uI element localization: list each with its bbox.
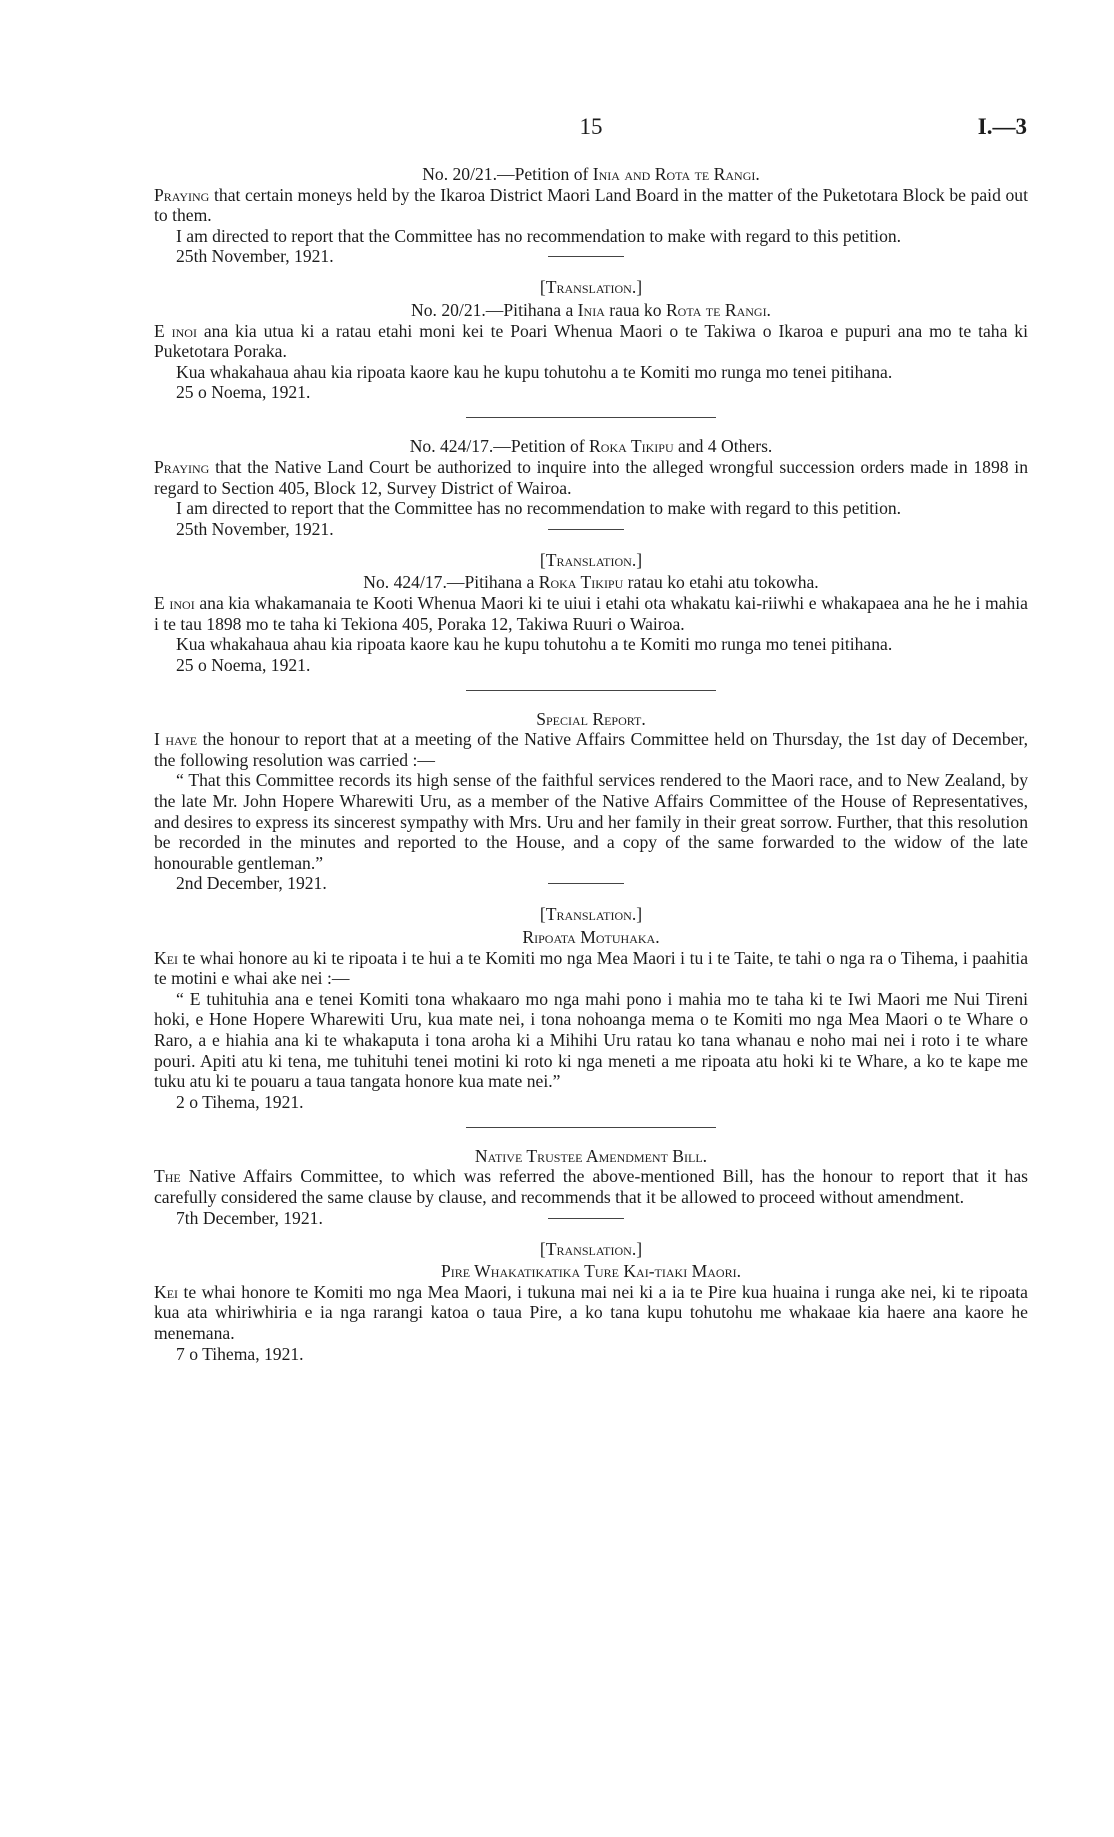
- title-suffix: ratau ko etahi atu tokowha.: [623, 572, 819, 593]
- title-names: Roka Tikipu: [589, 436, 674, 457]
- title-text: Native Trustee Amendment Bill.: [474, 1145, 708, 1166]
- report-date: 2 o Tihema, 1921.: [176, 1091, 304, 1112]
- date-line: [154, 246, 1028, 267]
- committee-report: I am directed to report that the Committee has no recommendation to make with regard to this petition.: [176, 498, 902, 519]
- section-title: [154, 300, 1028, 321]
- report-date: 7th December, 1921.: [176, 1207, 323, 1228]
- lead-word: E inoi: [154, 592, 195, 613]
- section-title: [154, 1261, 1028, 1282]
- section-divider: [466, 417, 716, 418]
- page-number: 15: [579, 114, 603, 139]
- lead-word: I have: [154, 729, 198, 750]
- short-rule: [548, 256, 624, 257]
- native-trustee-amendment-bill-translation: [154, 1239, 1028, 1365]
- page-header: [155, 114, 1027, 144]
- translation-label-text: [Translation.]: [539, 549, 643, 570]
- petition-prayer: [154, 457, 1028, 498]
- committee-report: [154, 1282, 1028, 1344]
- short-rule: [548, 529, 624, 530]
- lead-word: Kei: [154, 947, 179, 968]
- special-report: [154, 709, 1028, 895]
- petition-prayer: [154, 185, 1028, 226]
- section-title: [154, 572, 1028, 593]
- title-prefix: No. 20/21.—Petition of: [422, 164, 593, 184]
- petition-20-21: [154, 164, 1028, 267]
- paragraph-text: te whai honore au ki te ripoata i te hui a te Komiti mo nga Mea Maori i tu i te Taite, te tahi o nga ra o Tihema, i paahitia te motini e whai ake nei :—: [154, 947, 1028, 989]
- lead-word: E inoi: [154, 320, 197, 341]
- date-line: [154, 1208, 1028, 1229]
- paragraph-text: ana kia whakamanaia te Kooti Whenua Maori ki te uiui i etahi ota whakatu kai-riiwhi e whakapaea ana he he i mahia i te tau 1898 mo te taha ki Tekiona 405, Poraka 12, Takiwa Ruuri o Wairoa.: [154, 592, 1028, 634]
- report-date: 25th November, 1921.: [176, 518, 334, 539]
- title-text: Ripoata Motuhaka.: [522, 927, 660, 948]
- lead-word: Praying: [154, 456, 210, 477]
- petition-424-17-translation: [154, 550, 1028, 691]
- date-line: [154, 873, 1028, 894]
- paragraph-text: that certain moneys held by the Ikaroa District Maori Land Board in the matter of the Puketotara Block be paid out to them.: [154, 184, 1028, 226]
- title-prefix: No. 424/17.—Pitihana a: [363, 572, 539, 593]
- paragraph-text: te whai honore te Komiti mo nga Mea Maori, i tukuna mai nei ki a ia te Pire kua huaina i runga ake nei, ki te ripoata kua ata whiriwhiria e ia nga rarangi katoa o taua Pire, a ko tana kupu tohutohu me whakaae kia haere ana kaore he menemana.: [154, 1281, 1028, 1343]
- report-intro: [154, 948, 1028, 989]
- title-text: Pire Whakatikatika Ture Kai-tiaki Maori.: [440, 1261, 741, 1282]
- report-date: 25 o Noema, 1921.: [176, 382, 311, 403]
- report-date: 2nd December, 1921.: [176, 873, 327, 894]
- translation-label: [154, 550, 1028, 571]
- report-date: 7 o Tihema, 1921.: [176, 1343, 304, 1364]
- section-title: [154, 436, 1028, 457]
- title-mid: raua ko: [604, 299, 666, 320]
- report-date: 25th November, 1921.: [176, 246, 334, 267]
- report-intro: [154, 729, 1028, 770]
- section-title: [154, 164, 1028, 185]
- special-report-translation: [154, 904, 1028, 1127]
- paragraph-text: ana kia utua ki a ratau etahi moni kei te Poari Whenua Maori o te Takiwa o Ikaroa e pupuri ana mo te taha ki Puketotara Poraka.: [154, 320, 1028, 362]
- paragraph-text: Native Affairs Committee, to which was referred the above-mentioned Bill, has the honour to report that it has carefully considered the same clause by clause, and recommends that it be allowed to proceed without amendment.: [154, 1166, 1028, 1207]
- resolution-text: “ That this Committee records its high sense of the faithful services rendered to the Maori race, and to New Zealand, by the late Mr. John Hopere Wharewiti Uru, as a member of the Native Affairs Committee of the House of Representatives, and desires to express its sincerest sympathy with Mrs. Uru and her family in their great sorrow. Further, that this resolution be recorded in the minutes and reported to the House, and a copy of the same forwarded to the widow of the late honourable gentleman.”: [154, 770, 1028, 873]
- translation-label: [154, 904, 1028, 925]
- date-line: [154, 1092, 1028, 1113]
- committee-report: Kua whakahaua ahau kia ripoata kaore kau he kupu tohutohu a te Komiti mo runga mo tenei pitihana.: [176, 361, 893, 382]
- lead-word: The: [154, 1166, 181, 1187]
- committee-report: [154, 1166, 1028, 1207]
- document-body: [154, 164, 1028, 1365]
- title-names: Inia and Rota te Rangi.: [592, 164, 760, 184]
- section-title: [154, 1146, 1028, 1167]
- translation-label-text: [Translation.]: [539, 904, 643, 925]
- petition-20-21-translation: [154, 277, 1028, 418]
- date-line: [154, 519, 1028, 540]
- petition-424-17: [154, 436, 1028, 539]
- short-rule: [548, 883, 624, 884]
- title-names: Roka Tikipu: [538, 572, 624, 593]
- paragraph-text: the honour to report that at a meeting of the Native Affairs Committee held on Thursday, the 1st day of December, the following resolution was carried :—: [154, 729, 1028, 770]
- lead-word: Kei: [154, 1281, 179, 1302]
- section-title: [154, 709, 1028, 730]
- title-suffix: and 4 Others.: [673, 436, 773, 457]
- translation-label: [154, 1239, 1028, 1260]
- native-trustee-amendment-bill: [154, 1146, 1028, 1229]
- lead-word: Praying: [154, 184, 210, 205]
- committee-report: I am directed to report that the Committee has no recommendation to make with regard to this petition.: [176, 225, 902, 246]
- committee-report: Kua whakahaua ahau kia ripoata kaore kau he kupu tohutohu a te Komiti mo runga mo tenei pitihana.: [176, 634, 893, 655]
- title-prefix: No. 20/21.—Pitihana a: [411, 299, 578, 320]
- date-line: [154, 655, 1028, 676]
- translation-label: [154, 277, 1028, 298]
- title-names: Inia: [577, 299, 605, 320]
- title-names-2: Rota te Rangi.: [665, 299, 771, 320]
- section-divider: [466, 1127, 716, 1128]
- petition-prayer: [154, 593, 1028, 634]
- paragraph-text: that the Native Land Court be authorized to inquire into the alleged wrongful succession orders made in 1898 in regard to Section 405, Block 12, Survey District of Wairoa.: [154, 456, 1028, 498]
- section-divider: [466, 690, 716, 691]
- translation-label-text: [Translation.]: [539, 277, 643, 298]
- report-date: 25 o Noema, 1921.: [176, 654, 311, 675]
- date-line: [154, 1344, 1028, 1365]
- title-text: Special Report.: [536, 708, 646, 729]
- petition-prayer: [154, 321, 1028, 362]
- short-rule: [548, 1218, 624, 1219]
- section-title: [154, 927, 1028, 948]
- resolution-text: “ E tuhituhia ana e tenei Komiti tona whakaaro mo nga mahi pono i mahia mo te taha ki te Iwi Maori me Nui Tireni hoki, e Hone Hopere Wharewiti Uru, kua mate nei, i tona nohoanga mema o te Komiti mo nga Mea Maori o te Whare o Raro, a e hiahia ana ki te whakaputa i tona aroha ki a Mihihi Uru ratau ko tana whanau e noho mai nei i roto i te whare pouri. Apiti atu ki tena, me tuhituhi tenei motini ki roto ki nga meneti a me ripoata atu hoki ki te Whare, a ko te kape me tuku atu ki te pouaru a taua tangata honore kua mate nei.”: [154, 988, 1028, 1092]
- title-prefix: No. 424/17.—Petition of: [409, 436, 590, 457]
- translation-label-text: [Translation.]: [539, 1238, 643, 1259]
- paper-reference: I.—3: [977, 114, 1027, 139]
- date-line: [154, 382, 1028, 403]
